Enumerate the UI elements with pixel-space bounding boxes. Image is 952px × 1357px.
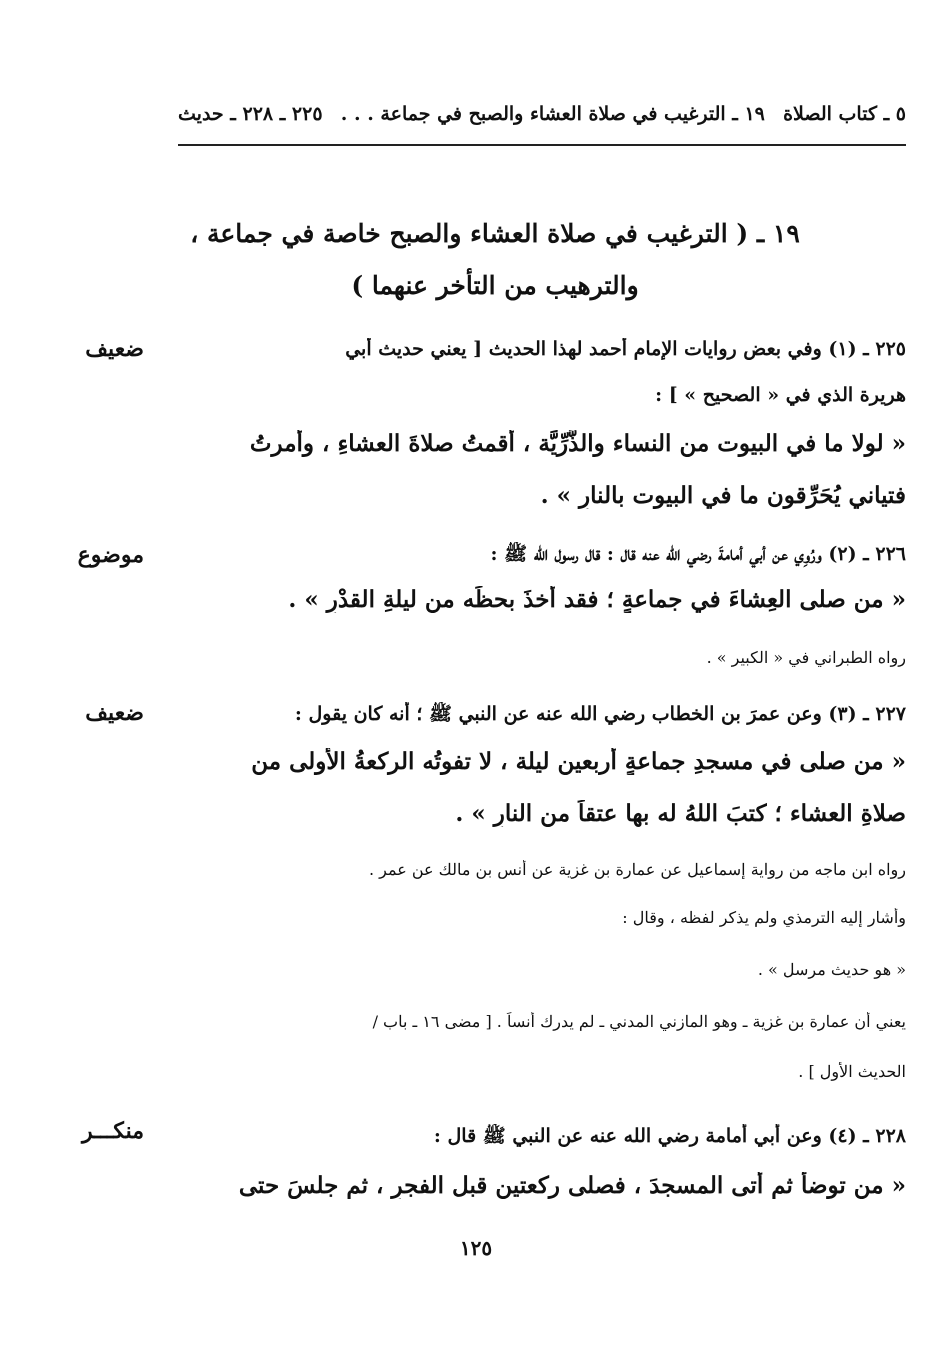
- hadith-225-line-1: ٢٢٥ ـ (١) وفي بعض روايات الإمام أحمد لهذا الحديث [ يعني حديث أبي: [345, 338, 906, 360]
- hadith-227-matn-2: صلاةِ العشاء ؛ كتبَ اللهُ له بها عتقاً من النارِ » .: [455, 800, 906, 827]
- hadith-227-source-5: الحديث الأول ] .: [798, 1062, 906, 1081]
- hadith-225-matn-2: فتياني يُحَرِّقون ما في البيوت بالنارِ » .: [540, 482, 906, 509]
- grade-label-227: ضعيف: [85, 700, 144, 726]
- grade-label-228: منكـــر: [81, 1118, 144, 1144]
- hadith-225-matn-1: « لولا ما في البيوت من النساء والذُّرِّيَّة ، أَقمتُ صلاةَ العشاءِ ، وأمرتُ: [249, 430, 906, 457]
- grade-label-225: ضعيف: [85, 336, 144, 362]
- header-chapter: ١٩ ـ الترغيب في صلاة العشاء والصبح في جماعة . . .: [340, 103, 765, 125]
- hadith-227-source-1: رواه ابن ماجه من رواية إسماعيل عن عمارة بن غزية عن أنس بن مالك عن عمر .: [368, 860, 906, 879]
- hadith-226-matn-1: « من صلى العِشاءَ في جماعةٍ ؛ فقد أخذَ بحظِّه من ليلةِ القدْرِ » .: [288, 586, 906, 613]
- hadith-227-source-2: وأشار إليه الترمذي ولم يذكر لفظه ، وقال :: [622, 908, 906, 927]
- grade-label-226: موضوع: [77, 542, 144, 568]
- hadith-228-line-1: ٢٢٨ ـ (٤) وعن أبي أمامة رضي الله عنه عن النبي ﷺ قال :: [433, 1125, 906, 1147]
- hadith-225-line-2: هريرة الذي في « الصحيح » ] :: [655, 384, 906, 406]
- chapter-title-line-1: ١٩ ـ ( الترغيب في صلاة العشاء والصبح خاصة في جماعة ،: [190, 219, 800, 248]
- header-hadith-range: ٢٢٥ ـ ٢٢٨ ـ حديث: [178, 103, 323, 125]
- header-divider: [178, 144, 906, 146]
- running-header: [178, 96, 906, 132]
- hadith-227-line-1: ٢٢٧ ـ (٣) وعن عمرَ بن الخطاب رضي الله عنه عن النبي ﷺ ؛ أنه كان يقول :: [294, 703, 906, 725]
- hadith-227-source-4: يعني أن عمارة بن غزية ـ وهو المازني المدني ـ لم يدرك أنساً . [ مضى ١٦ ـ باب /: [372, 1012, 906, 1031]
- header-book-section: ٥ ـ كتاب الصلاة: [783, 103, 906, 125]
- chapter-title: [160, 208, 830, 312]
- chapter-title-line-2: والترهيب من التأخر عنهما ): [351, 271, 639, 300]
- hadith-227-matn-1: « من صلى في مسجدِ جماعةٍ أربعين ليلة ، لا تفوتُه الركعةُ الأولى من: [251, 748, 906, 775]
- hadith-226-source: رواه الطبراني في « الكبير » .: [706, 648, 906, 667]
- page-number: ١٢٥: [459, 1236, 493, 1260]
- hadith-228-matn-1: « من توضأَ ثم أتى المسجدَ ، فصلى ركعتين قبل الفجرِ ، ثم جلسَ حتى: [238, 1172, 906, 1199]
- hadith-227-source-3: « هو حديث مرسل » .: [757, 960, 906, 979]
- hadith-226-line-1: ٢٢٦ ـ (٢) ورُوِي عن أبي أمامةَ رضي الله عنه قال : قال رسول الله ﷺ :: [490, 543, 906, 565]
